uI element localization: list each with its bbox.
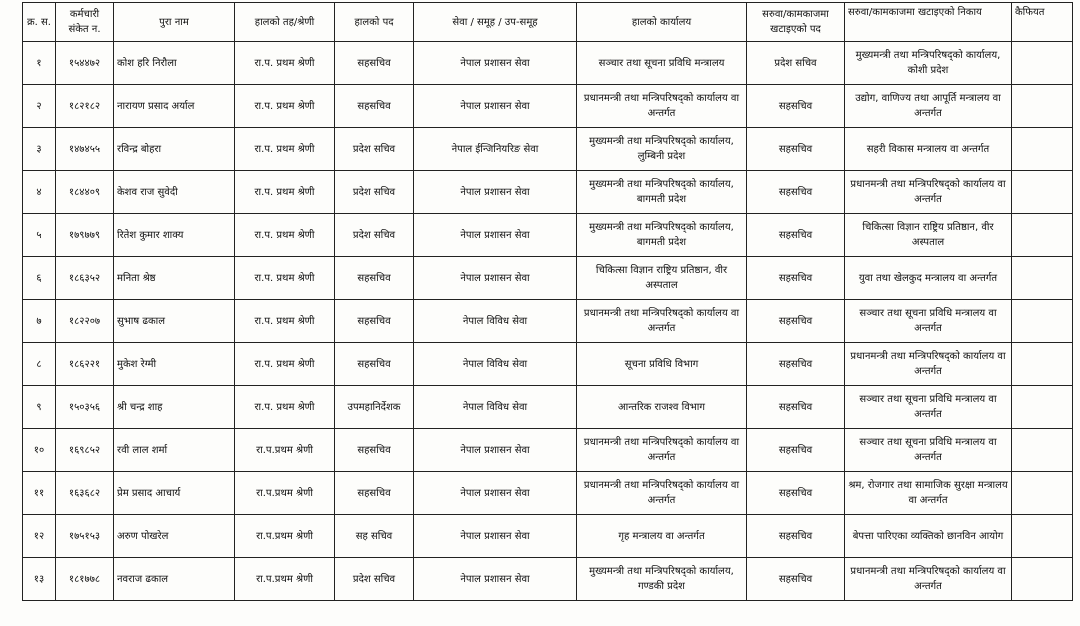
cell-current-level: रा.प. प्रथम श्रेणी [235, 300, 335, 343]
table-row [23, 300, 1073, 343]
cell-remarks [1012, 214, 1073, 257]
cell-employee-code: १८१७७८ [56, 558, 114, 601]
cell-current-level: रा.प.प्रथम श्रेणी [235, 558, 335, 601]
cell-current-post: सहसचिव [335, 300, 414, 343]
header-current-level: हालको तह/श्रेणी [235, 3, 335, 42]
cell-remarks [1012, 171, 1073, 214]
cell-assigned-post: सहसचिव [747, 85, 845, 128]
cell-service-group: नेपाल प्रशासन सेवा [414, 515, 577, 558]
cell-assigned-post: सहसचिव [747, 300, 845, 343]
cell-assigned-post: सहसचिव [747, 472, 845, 515]
cell-current-post: सहसचिव [335, 472, 414, 515]
cell-current-office: सञ्चार तथा सूचना प्रविधि मन्त्रालय [577, 42, 747, 85]
cell-assigned-body: मुख्यमन्त्री तथा मन्त्रिपरिषद्को कार्यालय, कोशी प्रदेश [845, 42, 1012, 85]
table-header-row [23, 3, 1073, 42]
cell-employee-code: १७५१५३ [56, 515, 114, 558]
cell-remarks [1012, 515, 1073, 558]
cell-employee-code: १८४४०९ [56, 171, 114, 214]
cell-current-office: प्रधानमन्त्री तथा मन्त्रिपरिषद्को कार्यालय वा अन्तर्गत [577, 429, 747, 472]
cell-remarks [1012, 343, 1073, 386]
cell-current-level: रा.प. प्रथम श्रेणी [235, 171, 335, 214]
cell-current-post: सह सचिव [335, 515, 414, 558]
cell-serial: ५ [23, 214, 56, 257]
cell-assigned-post: सहसचिव [747, 171, 845, 214]
cell-service-group: नेपाल प्रशासन सेवा [414, 429, 577, 472]
cell-current-office: मुख्यमन्त्री तथा मन्त्रिपरिषद्को कार्यालय, बागमती प्रदेश [577, 214, 747, 257]
cell-current-level: रा.प. प्रथम श्रेणी [235, 343, 335, 386]
cell-current-level: रा.प. प्रथम श्रेणी [235, 257, 335, 300]
cell-current-post: सहसचिव [335, 257, 414, 300]
cell-current-level: रा.प. प्रथम श्रेणी [235, 214, 335, 257]
cell-serial: ३ [23, 128, 56, 171]
cell-remarks [1012, 128, 1073, 171]
header-employee-code: कर्मचारी संकेत न. [56, 3, 114, 42]
cell-assigned-body: बेपत्ता पारिएका व्यक्तिको छानविन आयोग [845, 515, 1012, 558]
cell-full-name: रविन्द्र बोहरा [114, 128, 235, 171]
cell-employee-code: १५०३५६ [56, 386, 114, 429]
cell-remarks [1012, 429, 1073, 472]
cell-service-group: नेपाल प्रशासन सेवा [414, 171, 577, 214]
cell-assigned-post: सहसचिव [747, 386, 845, 429]
table-row [23, 558, 1073, 601]
cell-assigned-post: सहसचिव [747, 429, 845, 472]
cell-current-post: सहसचिव [335, 42, 414, 85]
cell-current-level: रा.प.प्रथम श्रेणी [235, 472, 335, 515]
cell-full-name: रितेश कुमार शाक्य [114, 214, 235, 257]
cell-serial: १३ [23, 558, 56, 601]
transfer-table-container [22, 2, 1072, 601]
header-full-name: पुरा नाम [114, 3, 235, 42]
cell-full-name: सुभाष ढकाल [114, 300, 235, 343]
cell-service-group: नेपाल विविध सेवा [414, 300, 577, 343]
cell-service-group: नेपाल प्रशासन सेवा [414, 558, 577, 601]
cell-assigned-body: श्रम, रोजगार तथा सामाजिक सुरक्षा मन्त्रालय वा अन्तर्गत [845, 472, 1012, 515]
cell-assigned-post: सहसचिव [747, 558, 845, 601]
table-row [23, 214, 1073, 257]
cell-remarks [1012, 42, 1073, 85]
cell-serial: १० [23, 429, 56, 472]
cell-assigned-body: सहरी विकास मन्त्रालय वा अन्तर्गत [845, 128, 1012, 171]
cell-current-post: प्रदेश सचिव [335, 214, 414, 257]
cell-service-group: नेपाल प्रशासन सेवा [414, 257, 577, 300]
table-row [23, 515, 1073, 558]
cell-current-office: मुख्यमन्त्री तथा मन्त्रिपरिषद्को कार्यालय, बागमती प्रदेश [577, 171, 747, 214]
cell-serial: ८ [23, 343, 56, 386]
cell-employee-code: १८६३५२ [56, 257, 114, 300]
cell-remarks [1012, 257, 1073, 300]
cell-current-post: प्रदेश सचिव [335, 171, 414, 214]
cell-service-group: नेपाल प्रशासन सेवा [414, 85, 577, 128]
header-serial: क्र. स. [23, 3, 56, 42]
cell-current-post: प्रदेश सचिव [335, 128, 414, 171]
cell-full-name: प्रेम प्रसाद आचार्य [114, 472, 235, 515]
cell-remarks [1012, 386, 1073, 429]
cell-assigned-body: प्रधानमन्त्री तथा मन्त्रिपरिषद्को कार्यालय वा अन्तर्गत [845, 343, 1012, 386]
cell-current-level: रा.प. प्रथम श्रेणी [235, 128, 335, 171]
cell-employee-code: १४७४५५ [56, 128, 114, 171]
transfer-table [22, 2, 1073, 601]
cell-serial: २ [23, 85, 56, 128]
cell-employee-code: १८२१८२ [56, 85, 114, 128]
cell-current-office: सूचना प्रविधि विभाग [577, 343, 747, 386]
cell-current-office: मुख्यमन्त्री तथा मन्त्रिपरिषद्को कार्यालय, लुम्बिनी प्रदेश [577, 128, 747, 171]
cell-serial: ६ [23, 257, 56, 300]
cell-remarks [1012, 85, 1073, 128]
cell-current-post: प्रदेश सचिव [335, 558, 414, 601]
cell-full-name: रवी लाल शर्मा [114, 429, 235, 472]
cell-full-name: नवराज ढकाल [114, 558, 235, 601]
cell-full-name: कोश हरि निरौला [114, 42, 235, 85]
cell-current-post: सहसचिव [335, 429, 414, 472]
cell-current-office: प्रधानमन्त्री तथा मन्त्रिपरिषद्को कार्यालय वा अन्तर्गत [577, 85, 747, 128]
cell-employee-code: १७९७७९ [56, 214, 114, 257]
table-row [23, 343, 1073, 386]
header-assigned-body: सरुवा/कामकाजमा खटाइएको निकाय [845, 3, 1012, 42]
cell-full-name: अरुण पोखरेल [114, 515, 235, 558]
cell-assigned-post: प्रदेश सचिव [747, 42, 845, 85]
cell-full-name: मनिता श्रेष्ठ [114, 257, 235, 300]
table-row [23, 472, 1073, 515]
cell-employee-code: १५४४७२ [56, 42, 114, 85]
cell-employee-code: १८२२०७ [56, 300, 114, 343]
cell-service-group: नेपाल ईन्जिनियरिङ सेवा [414, 128, 577, 171]
cell-assigned-body: युवा तथा खेलकुद मन्त्रालय वा अन्तर्गत [845, 257, 1012, 300]
cell-service-group: नेपाल विविध सेवा [414, 343, 577, 386]
table-row [23, 85, 1073, 128]
cell-assigned-body: सञ्चार तथा सूचना प्रविधि मन्त्रालय वा अन्तर्गत [845, 300, 1012, 343]
cell-employee-code: १६९८५२ [56, 429, 114, 472]
cell-current-office: चिकित्सा विज्ञान राष्ट्रिय प्रतिष्ठान, वीर अस्पताल [577, 257, 747, 300]
table-row [23, 171, 1073, 214]
cell-employee-code: १६३६८२ [56, 472, 114, 515]
cell-service-group: नेपाल विविध सेवा [414, 386, 577, 429]
cell-assigned-body: प्रधानमन्त्री तथा मन्त्रिपरिषद्को कार्यालय वा अन्तर्गत [845, 558, 1012, 601]
cell-current-level: रा.प.प्रथम श्रेणी [235, 429, 335, 472]
cell-current-level: रा.प. प्रथम श्रेणी [235, 85, 335, 128]
cell-serial: ४ [23, 171, 56, 214]
header-current-post: हालको पद [335, 3, 414, 42]
cell-current-office: प्रधानमन्त्री तथा मन्त्रिपरिषद्को कार्यालय वा अन्तर्गत [577, 472, 747, 515]
cell-current-office: मुख्यमन्त्री तथा मन्त्रिपरिषद्को कार्यालय, गण्डकी प्रदेश [577, 558, 747, 601]
cell-assigned-post: सहसचिव [747, 128, 845, 171]
cell-current-office: आन्तरिक राजश्व विभाग [577, 386, 747, 429]
header-current-office: हालको कार्यालय [577, 3, 747, 42]
cell-serial: ९ [23, 386, 56, 429]
cell-assigned-body: उद्योग, वाणिज्य तथा आपूर्ति मन्त्रालय वा अन्तर्गत [845, 85, 1012, 128]
cell-remarks [1012, 300, 1073, 343]
cell-assigned-post: सहसचिव [747, 343, 845, 386]
cell-full-name: नारायण प्रसाद अर्याल [114, 85, 235, 128]
cell-current-level: रा.प. प्रथम श्रेणी [235, 42, 335, 85]
cell-assigned-body: सञ्चार तथा सूचना प्रविधि मन्त्रालय वा अन्तर्गत [845, 429, 1012, 472]
cell-service-group: नेपाल प्रशासन सेवा [414, 42, 577, 85]
cell-service-group: नेपाल प्रशासन सेवा [414, 472, 577, 515]
cell-current-office: प्रधानमन्त्री तथा मन्त्रिपरिषद्को कार्यालय वा अन्तर्गत [577, 300, 747, 343]
cell-remarks [1012, 558, 1073, 601]
cell-serial: ११ [23, 472, 56, 515]
cell-current-post: उपमहानिर्देशक [335, 386, 414, 429]
cell-full-name: केशव राज सुवेदी [114, 171, 235, 214]
header-service-group: सेवा / समूह / उप-समूह [414, 3, 577, 42]
cell-full-name: मुकेश रेग्मी [114, 343, 235, 386]
table-row [23, 42, 1073, 85]
cell-current-level: रा.प. प्रथम श्रेणी [235, 386, 335, 429]
header-assigned-post: सरुवा/कामकाजमा खटाइएको पद [747, 3, 845, 42]
cell-assigned-body: चिकित्सा विज्ञान राष्ट्रिय प्रतिष्ठान, वीर अस्पताल [845, 214, 1012, 257]
table-row [23, 429, 1073, 472]
cell-assigned-body: सञ्चार तथा सूचना प्रविधि मन्त्रालय वा अन्तर्गत [845, 386, 1012, 429]
cell-assigned-post: सहसचिव [747, 257, 845, 300]
cell-serial: ७ [23, 300, 56, 343]
header-remarks: कैफियत [1012, 3, 1073, 42]
cell-assigned-post: सहसचिव [747, 515, 845, 558]
cell-full-name: श्री चन्द्र शाह [114, 386, 235, 429]
cell-current-office: गृह मन्त्रालय वा अन्तर्गत [577, 515, 747, 558]
cell-employee-code: १८६२२१ [56, 343, 114, 386]
cell-serial: १ [23, 42, 56, 85]
cell-serial: १२ [23, 515, 56, 558]
cell-assigned-body: प्रधानमन्त्री तथा मन्त्रिपरिषद्को कार्यालय वा अन्तर्गत [845, 171, 1012, 214]
table-row [23, 257, 1073, 300]
table-row [23, 386, 1073, 429]
cell-assigned-post: सहसचिव [747, 214, 845, 257]
cell-current-post: सहसचिव [335, 85, 414, 128]
cell-service-group: नेपाल प्रशासन सेवा [414, 214, 577, 257]
table-row [23, 128, 1073, 171]
cell-remarks [1012, 472, 1073, 515]
cell-current-post: सहसचिव [335, 343, 414, 386]
cell-current-level: रा.प.प्रथम श्रेणी [235, 515, 335, 558]
